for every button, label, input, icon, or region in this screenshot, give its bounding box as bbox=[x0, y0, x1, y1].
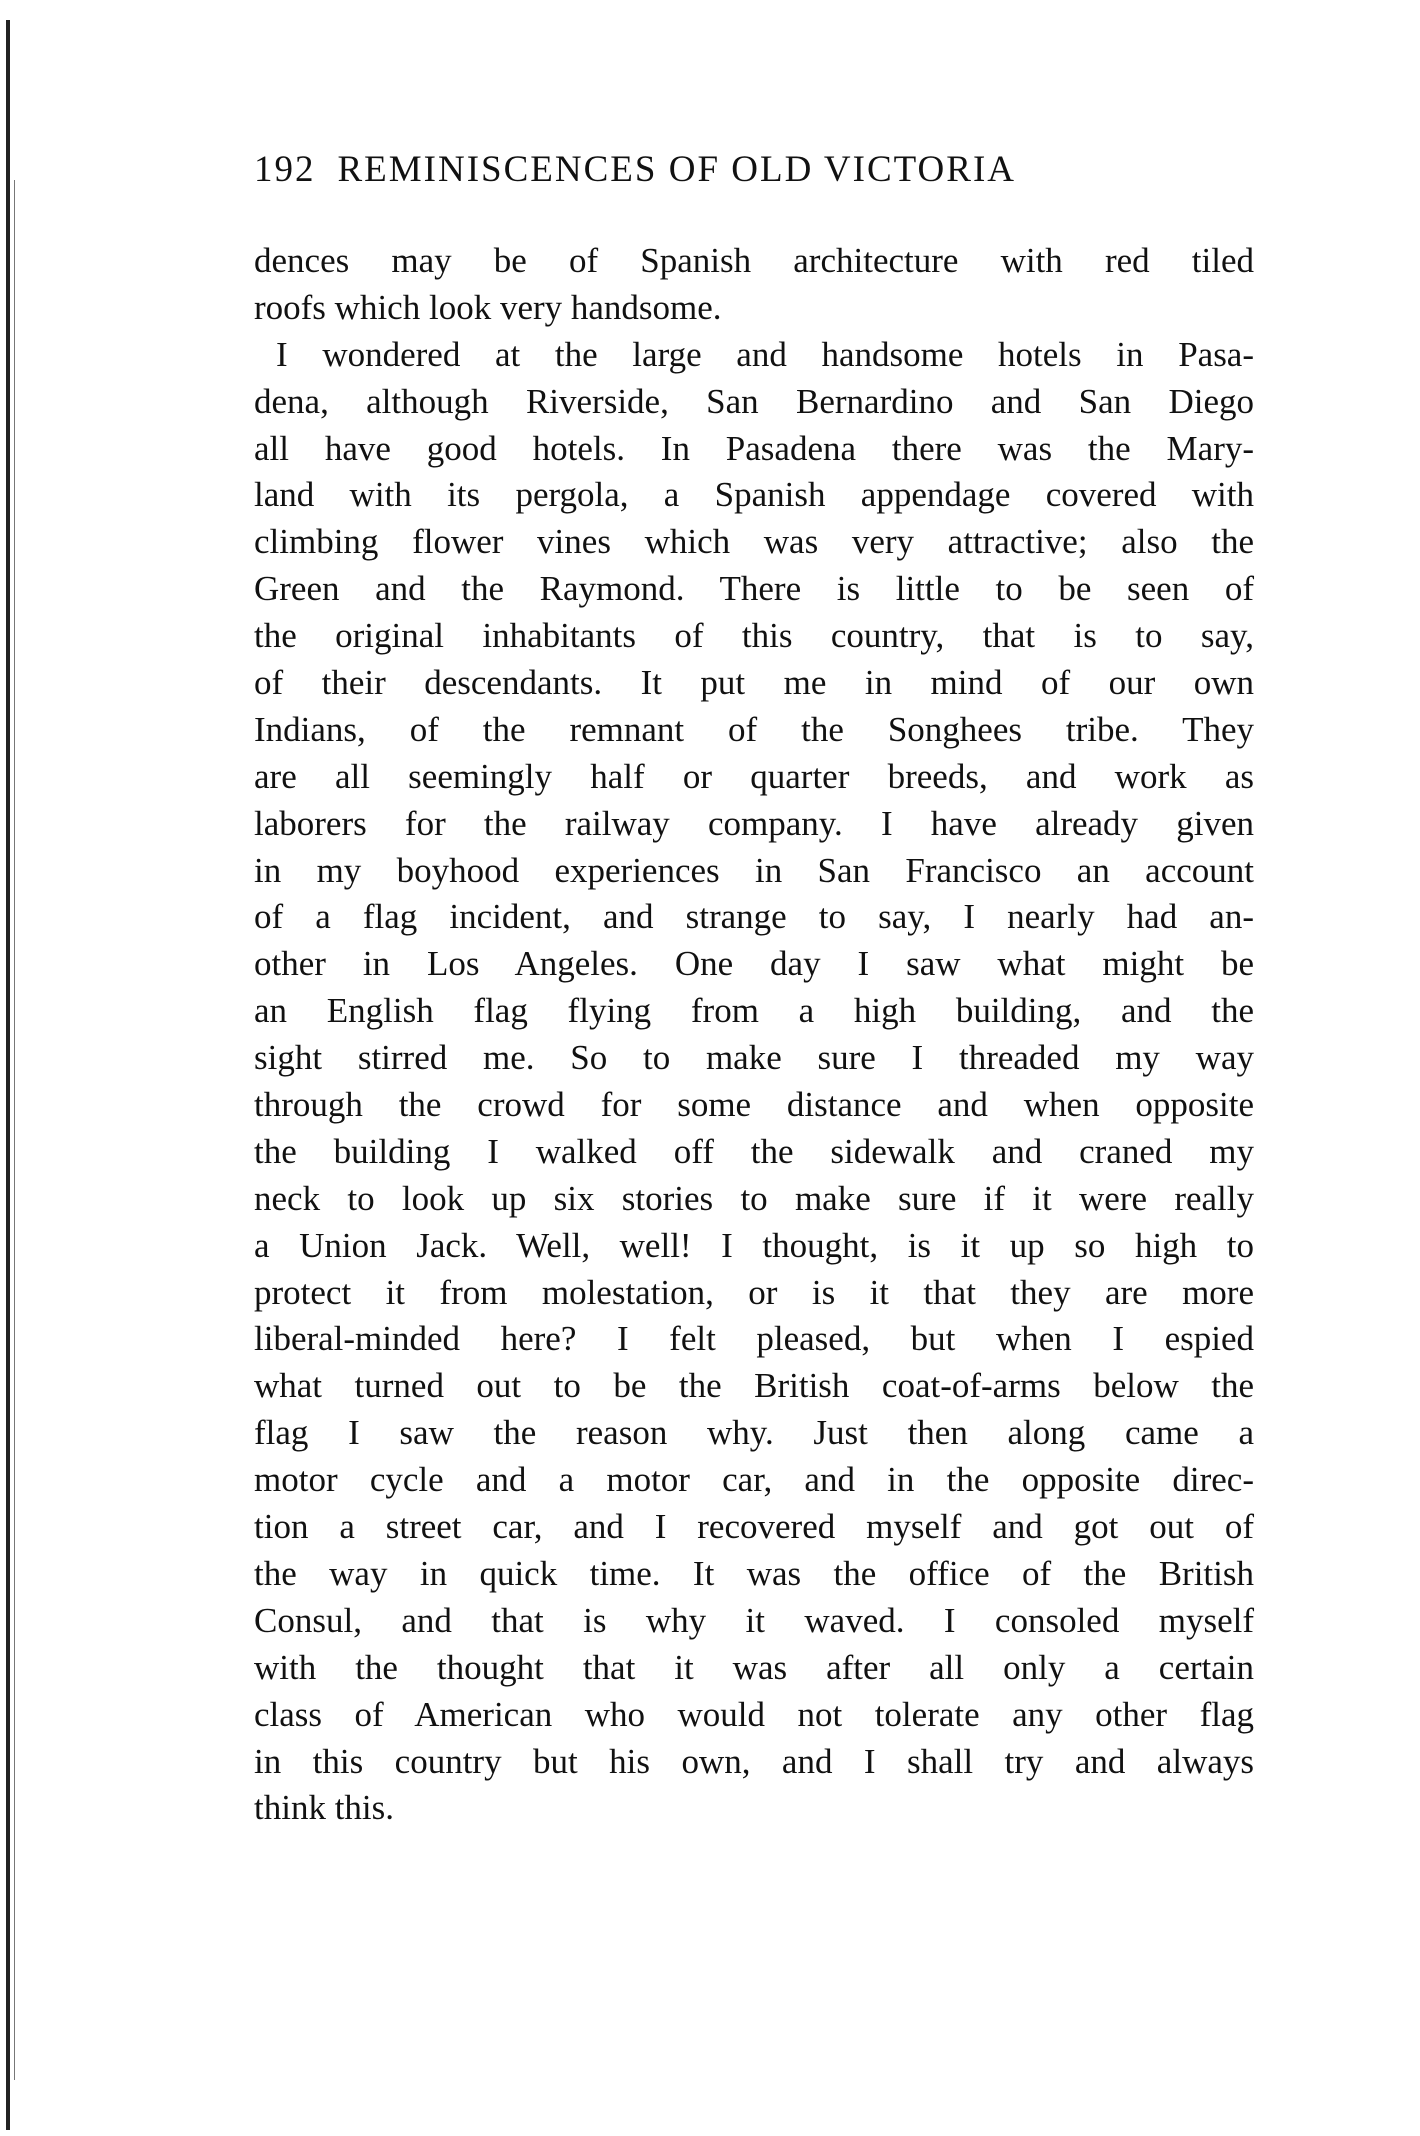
text-line: of a flag incident, and strange to say, I nearly had an- bbox=[254, 897, 1254, 937]
text-line: of their descendants. It put me in mind of our own bbox=[254, 663, 1254, 703]
text-line: the original inhabitants of this country, that is to say, bbox=[254, 616, 1254, 656]
text-line: protect it from molestation, or is it that they are more bbox=[254, 1272, 1254, 1312]
text-line: think this. bbox=[254, 1788, 395, 1828]
text-line: are all seemingly half or quarter breeds, and work as bbox=[254, 756, 1254, 796]
text-line: a Union Jack. Well, well! I thought, is it up so high to bbox=[254, 1225, 1254, 1265]
running-title: REMINISCENCES OF OLD VICTORIA bbox=[337, 149, 1016, 190]
text-line: dences may be of Spanish architecture with red tiled bbox=[254, 241, 1254, 280]
text-line: the building I walked off the sidewalk and craned my bbox=[254, 1131, 1254, 1171]
text-line: class of American who would not tolerate any other flag bbox=[254, 1694, 1254, 1734]
text-line: Indians, of the remnant of the Songhees tribe. They bbox=[254, 709, 1254, 749]
text-line: Consul, and that is why it waved. I consoled myself bbox=[254, 1600, 1254, 1640]
text-line: sight stirred me. So to make sure I threaded my way bbox=[254, 1038, 1254, 1078]
text-line: dena, although Riverside, San Bernardino and San Diego bbox=[254, 381, 1254, 421]
text-line: neck to look up six stories to make sure if it were really bbox=[254, 1178, 1254, 1218]
text-line: flag I saw the reason why. Just then along came a bbox=[254, 1413, 1254, 1453]
text-line: other in Los Angeles. One day I saw what might be bbox=[254, 944, 1254, 984]
text-line: liberal-minded here? I felt pleased, but when I espied bbox=[254, 1319, 1254, 1359]
text-line: the way in quick time. It was the office of the British bbox=[254, 1553, 1254, 1593]
text-line: roofs which look very handsome. bbox=[254, 287, 722, 327]
text-line: what turned out to be the British coat-of-arms below the bbox=[254, 1366, 1254, 1406]
page-number: 192 bbox=[254, 149, 316, 190]
text-line: Green and the Raymond. There is little to be seen of bbox=[254, 569, 1254, 609]
body-text bbox=[254, 238, 1254, 1832]
text-line: an English flag flying from a high building, and the bbox=[254, 991, 1254, 1031]
text-line: motor cycle and a motor car, and in the opposite direc- bbox=[254, 1460, 1254, 1500]
page-binding-edge bbox=[6, 20, 10, 2130]
text-line: all have good hotels. In Pasadena there was the Mary- bbox=[254, 428, 1254, 468]
text-line: through the crowd for some distance and when opposite bbox=[254, 1085, 1254, 1125]
text-line: with the thought that it was after all only a certain bbox=[254, 1647, 1254, 1687]
page-binding-edge-shadow bbox=[14, 180, 15, 2080]
text-line: land with its pergola, a Spanish appendage covered with bbox=[254, 475, 1254, 515]
running-header bbox=[254, 148, 1174, 191]
text-line: tion a street car, and I recovered myself and got out of bbox=[254, 1507, 1254, 1547]
text-line: in this country but his own, and I shall try and always bbox=[254, 1741, 1254, 1781]
text-line: laborers for the railway company. I have already given bbox=[254, 803, 1254, 843]
text-line: climbing flower vines which was very attractive; also the bbox=[254, 522, 1254, 562]
text-line: in my boyhood experiences in San Francisco an account bbox=[254, 850, 1254, 890]
text-line: I wondered at the large and handsome hotels in Pasa- bbox=[276, 334, 1254, 374]
